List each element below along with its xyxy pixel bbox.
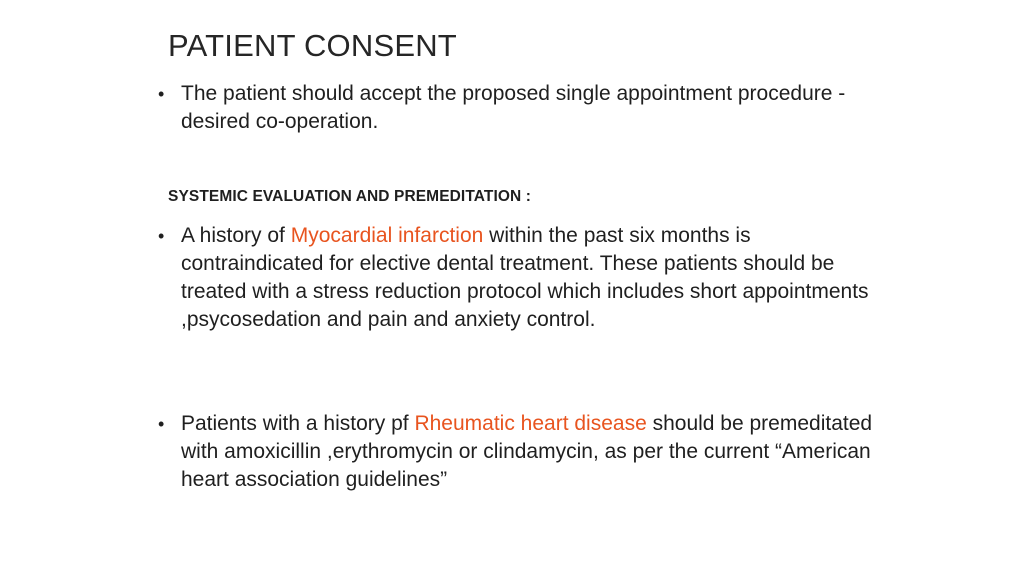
bullet-text (181, 222, 878, 334)
bullet-text-post: within the past six months is contraindicated for elective dental treatment. These patients should be treated with a stress reduction protocol which includes short appointments ,psycosedation and pain and anxiety control. (181, 224, 869, 331)
bullet-item (158, 80, 878, 136)
bullet-text-pre: A history of (181, 224, 291, 247)
bullet-icon: • (158, 226, 165, 246)
bullet-text: The patient should accept the proposed single appointment procedure - desired co-operation. (181, 82, 846, 133)
bullet-text (181, 410, 878, 494)
bullet-icon: • (158, 84, 165, 104)
bullet-icon: • (158, 414, 165, 434)
bullet-item (158, 222, 878, 334)
highlight-term: Rheumatic heart disease (414, 412, 647, 435)
slide-title: PATIENT CONSENT (168, 28, 457, 63)
section-heading: SYSTEMIC EVALUATION AND PREMEDITATION : (168, 188, 531, 205)
bullet-item (158, 410, 878, 494)
highlight-term: Myocardial infarction (290, 224, 484, 247)
bullet-text-post: should be premeditated with amoxicillin ,erythromycin or clindamycin, as per the current “American heart association guidelines” (181, 412, 873, 491)
bullet-text-pre: Patients with a history pf (181, 412, 415, 435)
